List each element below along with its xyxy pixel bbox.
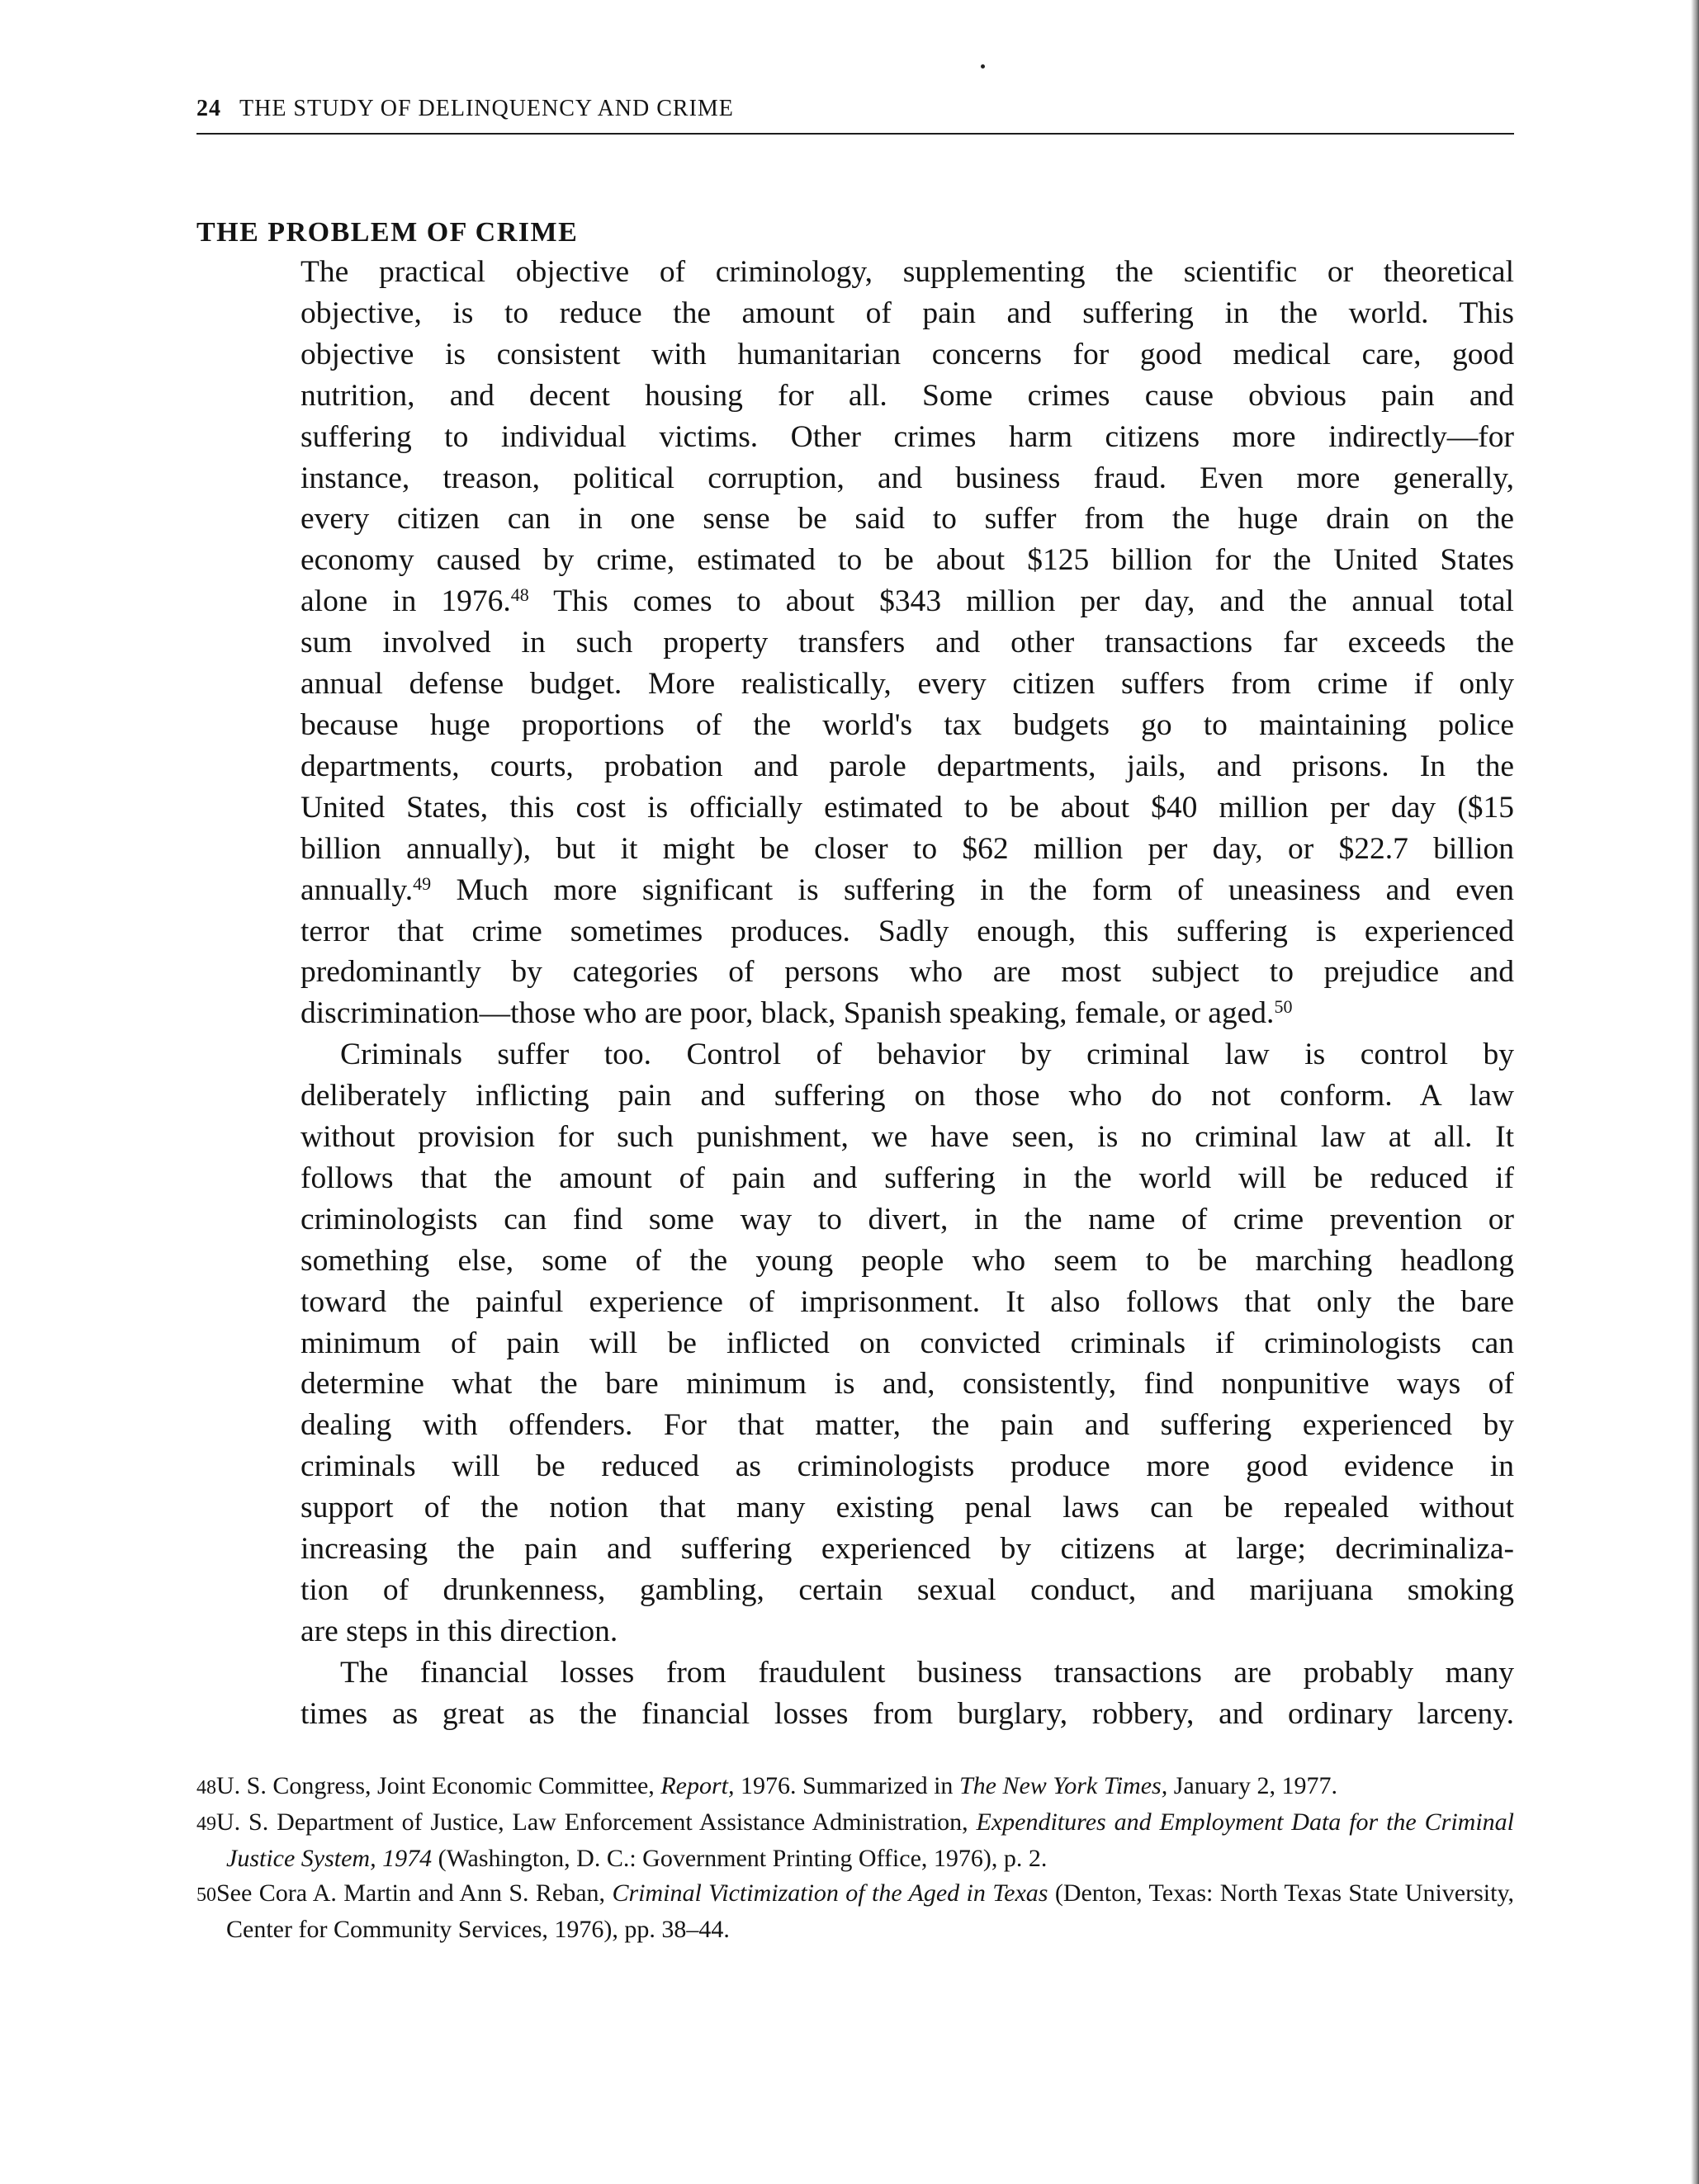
footnote-title: The New York Times, — [958, 1772, 1168, 1799]
text-line: dealing with offenders. For that matter, the pain and suffering experienced by — [301, 1408, 1514, 1443]
scan-speck — [981, 64, 985, 69]
text-line: without provision for such punishment, we have seen, is no criminal law at all. It — [301, 1120, 1514, 1155]
footnote-text: 1976. Summarized in — [734, 1772, 959, 1799]
page-number: 24 — [196, 96, 221, 121]
text-line: United States, this cost is officially estimated to be about $40 million per day ($15 — [301, 790, 1514, 825]
text-line: toward the painful experience of imprisonment. It also follows that only the bare — [301, 1284, 1514, 1319]
footnote-ref: 48 — [510, 584, 529, 606]
text-line: support of the notion that many existing penal laws can be repealed without — [301, 1491, 1514, 1525]
footnote-title: Criminal Victimization of the Aged in Texas — [612, 1879, 1048, 1907]
text-segment: discrimination—those who are poor, black, Spanish speaking, female, or aged. — [301, 996, 1275, 1031]
footnote-text: U. S. Congress, Joint Economic Committee, — [216, 1772, 661, 1799]
text-segment: annually. — [301, 872, 414, 907]
footnote-text: (Washington, D. C.: Government Printing Office, 1976), p. 2. — [432, 1845, 1048, 1872]
text-line: are steps in this direction. — [301, 1614, 618, 1648]
text-line: sum involved in such property transfers and other transactions far exceeds the — [301, 626, 1514, 660]
running-title: THE STUDY OF DELINQUENCY AND CRIME — [239, 96, 734, 121]
text-line: instance, treason, political corruption, and business fraud. Even more generally, — [301, 461, 1514, 495]
text-line: objective, is to reduce the amount of pain and suffering in the world. This — [301, 295, 1514, 330]
text-line: because huge proportions of the world's tax budgets go to maintaining police — [301, 707, 1514, 742]
footnotes — [196, 1769, 1514, 1947]
text-segment: Much more significant is suffering in the form of uneasiness and even — [431, 872, 1514, 907]
text-line: annual defense budget. More realistically, every citizen suffers from crime if only — [301, 667, 1514, 702]
text-line: The financial losses from fraudulent business transactions are probably many — [340, 1655, 1514, 1690]
footnote-50 — [196, 1876, 1514, 1947]
text-line: suffering to individual victims. Other crimes harm citizens more indirectly—for — [301, 419, 1514, 454]
body-text — [301, 252, 1514, 1735]
text-line: times as great as the financial losses from burglary, robbery, and ordinary larceny. — [301, 1696, 1514, 1731]
footnote-title: Report, — [660, 1772, 735, 1799]
text-line: determine what the bare minimum is and, consistently, find nonpunitive ways of — [301, 1367, 1514, 1402]
header-rule — [196, 133, 1514, 135]
text-line: economy caused by crime, estimated to be about $125 billion for the United States — [301, 543, 1514, 578]
footnote-text: (Denton, Texas: North Texas State University, Center for Community Services, 1976), pp. 38–44. — [226, 1879, 1514, 1943]
footnote-ref: 50 — [1274, 996, 1293, 1018]
text-line: departments, courts, probation and parole departments, jails, and prisons. In the — [301, 749, 1514, 783]
footnote-ref: 49 — [413, 872, 432, 894]
text-segment: alone in 1976. — [301, 584, 511, 619]
footnote-number: 50 — [196, 1884, 216, 1906]
text-line: tion of drunkenness, gambling, certain sexual conduct, and marijuana smoking — [301, 1573, 1514, 1607]
footnote-text: U. S. Department of Justice, Law Enforcement Assistance Administration, — [216, 1808, 977, 1836]
text-line: increasing the pain and suffering experienced by citizens at large; decriminaliza- — [301, 1532, 1514, 1567]
text-line: criminals will be reduced as criminologists produce more good evidence in — [301, 1449, 1514, 1484]
text-line: nutrition, and decent housing for all. Some crimes cause obvious pain and — [301, 378, 1514, 413]
text-line — [301, 581, 1514, 622]
text-line — [301, 993, 1514, 1034]
text-line: terror that crime sometimes produces. Sadly enough, this suffering is experienced — [301, 914, 1514, 948]
text-segment: This comes to about $343 million per day, and the annual total — [528, 584, 1514, 619]
page-edge-shadow — [1691, 0, 1699, 2184]
text-line: The practical objective of criminology, supplementing the scientific or theoretical — [301, 255, 1514, 289]
footnote-text: January 2, 1977. — [1167, 1772, 1338, 1799]
text-line: billion annually), but it might be closer to $62 million per day, or $22.7 billion — [301, 831, 1514, 866]
footnote-text: See Cora A. Martin and Ann S. Reban, — [216, 1879, 613, 1907]
text-line: Criminals suffer too. Control of behavior by criminal law is control by — [340, 1038, 1514, 1072]
footnote-number: 48 — [196, 1777, 216, 1799]
footnote-number: 49 — [196, 1813, 216, 1835]
text-line: follows that the amount of pain and suffering in the world will be reduced if — [301, 1161, 1514, 1195]
text-line: minimum of pain will be inflicted on convicted criminals if criminologists can — [301, 1326, 1514, 1360]
running-head — [196, 95, 1514, 123]
text-line: every citizen can in one sense be said to suffer from the huge drain on the — [301, 502, 1514, 537]
text-line: objective is consistent with humanitarian concerns for good medical care, good — [301, 337, 1514, 371]
footnote-48 — [196, 1769, 1514, 1805]
text-line: criminologists can find some way to divert, in the name of crime prevention or — [301, 1202, 1514, 1236]
footnote-49 — [196, 1805, 1514, 1876]
section-title: THE PROBLEM OF CRIME — [196, 217, 579, 248]
text-line: predominantly by categories of persons who are most subject to prejudice and — [301, 955, 1514, 990]
text-line: deliberately inflicting pain and suffering on those who do not conform. A law — [301, 1079, 1514, 1113]
text-line: something else, some of the young people who seem to be marching headlong — [301, 1243, 1514, 1278]
text-line — [301, 870, 1514, 911]
footnote-title: Expenditures and Employment Data for the Criminal Justice System, 1974 — [226, 1808, 1514, 1872]
